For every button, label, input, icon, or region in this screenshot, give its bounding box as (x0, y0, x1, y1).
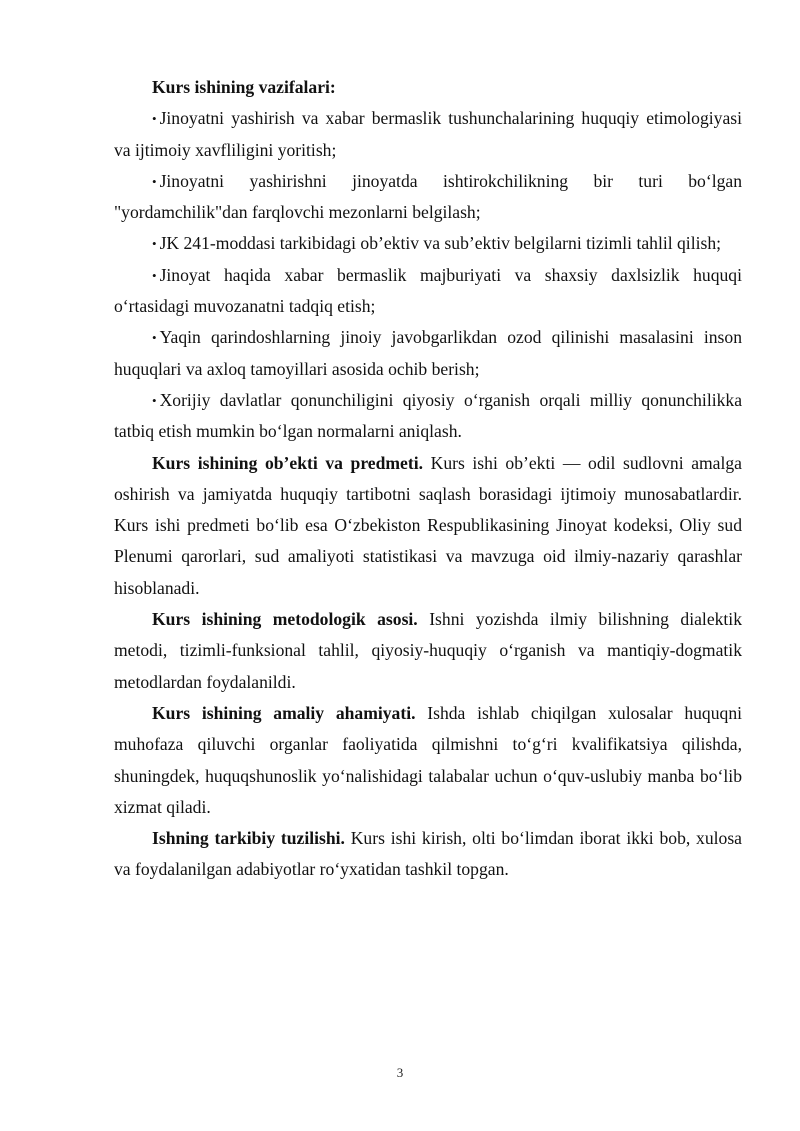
section-practical-significance (114, 698, 742, 823)
task-item-1 (114, 103, 742, 166)
section-heading: Kurs ishining amaliy ahamiyati. (152, 702, 416, 723)
tasks-heading: Kurs ishining vazifalari: (152, 77, 336, 97)
bullet-icon: • (152, 236, 157, 252)
section-heading: Ishning tarkibiy tuzilishi. (152, 828, 345, 849)
document-page (114, 72, 742, 886)
section-object-subject (114, 448, 742, 604)
bullet-icon: • (152, 267, 157, 283)
task-item-6 (114, 385, 742, 448)
section-text: Ishda ishlab chiqilgan xulosalar huquqni muhofaza qiluvchi organlar faoliyatida qilmishni to‘g‘ri kvalifikatsiya qilishda, shuningdek, huquqshunoslik yo‘nalishidagi talabalar uchun o‘quv-uslubiy manba bo‘lib xizmat qiladi. (114, 702, 742, 817)
section-text: Kurs ishi ob’ekti — odil sudlovni amalga oshirish va jamiyatda huquqiy tartibotni saqlash borasidagi ijtimoiy munosabatlardir. Kurs ishi predmeti bo‘lib esa O‘zbekiston Respublikasining Jinoyat kodeksi, Oliy sud Plenumi qarorlari, sud amaliyoti statistikasi va mavzuga oid ilmiy-nazariy qarashlar hisoblanadi. (114, 452, 742, 598)
section-text: Ishni yozishda ilmiy bilishning dialektik metodi, tizimli-funksional tahlil, qiyosiy-huquqiy o‘rganish va mantiqiy-dogmatik metodlardan foydalanildi. (114, 609, 742, 692)
section-heading: Kurs ishining ob’ekti va predmeti. (152, 452, 424, 473)
task-text: Jinoyatni yashirish va xabar bermaslik tushunchalarining huquqiy etimologiyasi va ijtimoiy xavfliligini yoritish; (114, 108, 742, 160)
section-text: Kurs ishi kirish, olti bo‘limdan iborat ikki bob, xulosa va foydalanilgan adabiyotlar ro‘yxatidan tashkil topgan. (114, 828, 742, 880)
task-text: Jinoyatni yashirishni jinoyatda ishtirokchilikning bir turi bo‘lgan "yordamchilik"dan farqlovchi mezonlarni belgilash; (114, 170, 742, 223)
task-item-3 (114, 228, 742, 259)
task-text: Yaqin qarindoshlarning jinoiy javobgarlikdan ozod qilinishi masalasini inson huquqlari va axloq tamoyillari asosida ochib berish; (114, 327, 742, 379)
section-methodology (114, 604, 742, 698)
task-text: Jinoyat haqida xabar bermaslik majburiyati va shaxsiy daxlsizlik huquqi o‘rtasidagi muvozanatni tadqiq etish; (114, 264, 742, 317)
task-text: Xorijiy davlatlar qonunchiligini qiyosiy o‘rganish orqali milliy qonunchilikka tatbiq etish mumkin bo‘lgan normalarni aniqlash. (114, 389, 742, 442)
page-number: 3 (396, 1065, 404, 1080)
task-item-4 (114, 260, 742, 323)
bullet-icon: • (152, 173, 157, 189)
bullet-icon: • (152, 392, 157, 408)
task-item-5 (114, 322, 742, 385)
task-text: JK 241-moddasi tarkibidagi ob’ektiv va sub’ektiv belgilarni tizimli tahlil qilish; (159, 233, 722, 254)
bullet-icon: • (152, 330, 157, 346)
bullet-icon: • (152, 111, 157, 127)
task-item-2 (114, 166, 742, 229)
section-structure (114, 823, 742, 886)
section-heading: Kurs ishining metodologik asosi. (152, 609, 418, 630)
